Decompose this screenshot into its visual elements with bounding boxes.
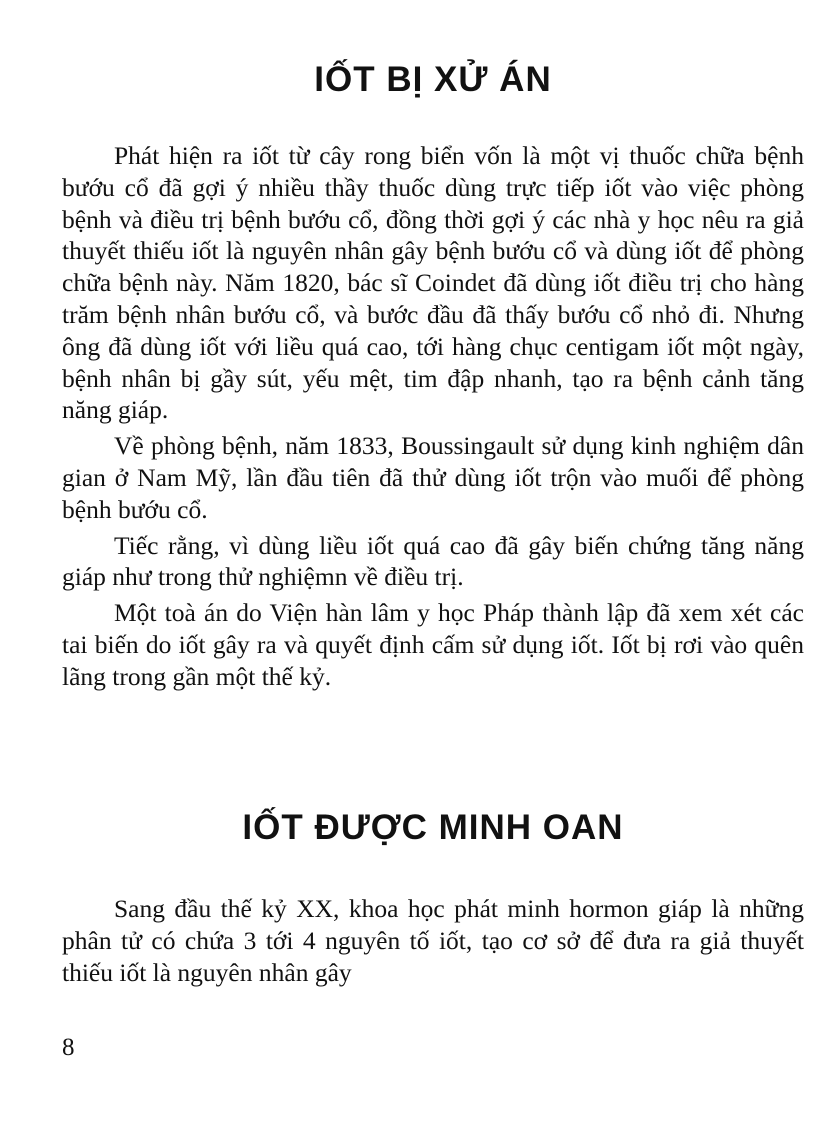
section-body-iodine-on-trial <box>62 140 804 693</box>
paragraph: Sang đầu thế kỷ XX, khoa học phát minh hormon giáp là những phân tử có chứa 3 tới 4 nguyên tố iốt, tạo cơ sở để đưa ra giả thuyết thiếu iốt là nguyên nhân gây <box>62 894 804 987</box>
paragraph: Về phòng bệnh, năm 1833, Boussingault sử dụng kinh nghiệm dân gian ở Nam Mỹ, lần đầu tiên đã thử dùng iốt trộn vào muối để phòng bệnh bướu cổ. <box>62 431 804 524</box>
page-number: 8 <box>62 1034 75 1061</box>
section-body-iodine-vindicated <box>62 893 804 988</box>
paragraph: Một toà án do Viện hàn lâm y học Pháp thành lập đã xem xét các tai biến do iốt gây ra và quyết định cấm sử dụng iốt. Iốt bị rơi vào quên lãng trong gần một thế kỷ. <box>62 598 804 691</box>
paragraph: Tiếc rằng, vì dùng liều iốt quá cao đã gây biến chứng tăng năng giáp như trong thử nghiệmn về điều trị. <box>62 530 804 592</box>
section-heading-iodine-on-trial: IỐT BỊ XỬ ÁN <box>314 60 552 99</box>
section-heading-iodine-vindicated: IỐT ĐƯỢC MINH OAN <box>242 808 624 847</box>
book-page <box>62 0 804 1123</box>
paragraph: Phát hiện ra iốt từ cây rong biển vốn là một vị thuốc chữa bệnh bướu cổ đã gợi ý nhiều thầy thuốc dùng trực tiếp iốt vào việc phòng bệnh và điều trị bệnh bướu cổ, đồng thời gợi ý các nhà y học nêu ra giả thuyết thiếu iốt là nguyên nhân gây bệnh bướu cổ và dùng iốt để phòng chữa bệnh này. Năm 1820, bác sĩ Coindet đã dùng iốt điều trị cho hàng trăm bệnh nhân bướu cổ, và bước đầu đã thấy bướu cổ nhỏ đi. Nhưng ông đã dùng iốt với liều quá cao, tới hàng chục centigam iốt một ngày, bệnh nhân bị gầy sút, yếu mệt, tim đập nhanh, tạo ra bệnh cảnh tăng năng giáp. <box>62 141 804 425</box>
